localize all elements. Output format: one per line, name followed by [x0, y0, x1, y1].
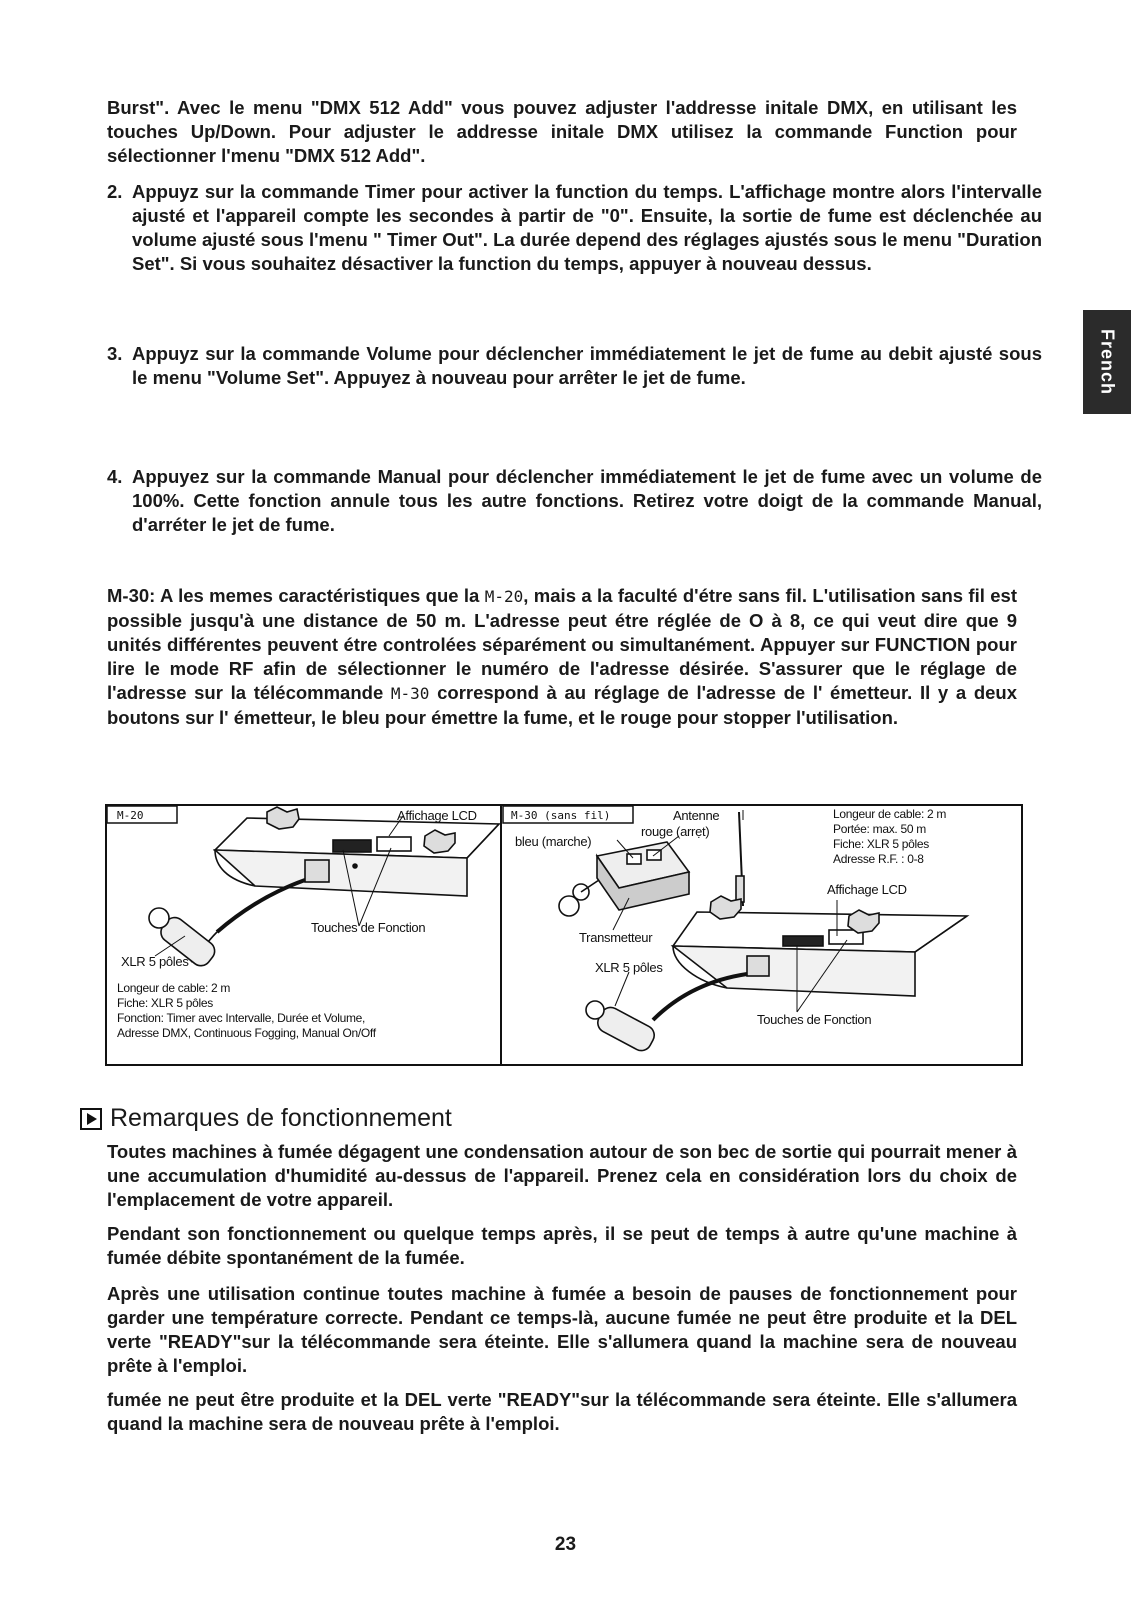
remark-paragraph-4: fumée ne peut être produite et la DEL verte "READY"sur la télécommande sera éteinte. Elle s'allumera quand la machine sera de nouveau prête à l'emploi. — [107, 1389, 1017, 1434]
m30-spec-1: Longeur de cable: 2 m — [833, 807, 947, 821]
list-item-4 — [107, 465, 1042, 537]
remark-paragraph-3: Après une utilisation continue toutes machine à fumée a besoin de pauses de fonctionnement pour garder une température correcte. Pendant ce temps-là, aucune fumée ne peut être produite et la DEL verte "READY"sur la télécommande sera éteinte. Elle s'allumera quand la machine sera de nouveau prête à l'emploi. — [107, 1283, 1017, 1376]
m30-spec-4: Adresse R.F. : 0-8 — [833, 852, 924, 866]
m30-label: M-30: — [107, 585, 156, 606]
m20-keys-label: Touches de Fonction — [311, 920, 426, 935]
m30-paragraph — [107, 584, 1017, 730]
language-tab — [1083, 310, 1131, 414]
m30-keys-label: Touches de Fonction — [757, 1012, 872, 1027]
product-diagram — [105, 804, 1023, 1066]
m20-tab-label: M-20 — [117, 809, 144, 822]
m20-spec-1: Longeur de cable: 2 m — [117, 981, 231, 995]
m30-transmitter-label: Transmetteur — [579, 930, 653, 945]
list-number: 2. — [107, 181, 123, 202]
m30-transmitter-illustration — [559, 842, 689, 916]
m30-lcd-label: Affichage LCD — [827, 882, 907, 897]
section-title: Remarques de fonctionnement — [110, 1104, 452, 1132]
m30-antenna-label: Antenne — [673, 808, 720, 823]
m20-lcd-label: Affichage LCD — [397, 808, 477, 823]
m30-spec-3: Fiche: XLR 5 pôles — [833, 837, 929, 851]
m30-tab-label: M-30 (sans fil) — [511, 809, 611, 822]
list-item-3 — [107, 342, 1042, 390]
remark-paragraph-1: Toutes machines à fumée dégagent une condensation autour de son bec de sortie qui pourrait mener à une accumulation d'humidité au-dessus de l'appareil. Prenez cela en considération lors du choix de l'emplacement de votre appareil. — [107, 1141, 1017, 1210]
m30-blue-label: bleu (marche) — [515, 834, 592, 849]
m30-xlr-label: XLR 5 pôles — [595, 960, 663, 975]
remark-paragraph-2: Pendant son fonctionnement ou quelque temps après, il se peut de temps à autre qu'une machine à fumée débite spontanément de la fumée. — [107, 1223, 1017, 1268]
m20-unit-illustration — [149, 807, 499, 970]
intro-paragraph: Burst". Avec le menu "DMX 512 Add" vous pouvez adjuster l'addresse initale DMX, en utilisant les touches Up/Down. Pour adjuster le addresse initale DMX utilisez la commande Function pour sélectionner l'menu "DMX 512 Add". — [107, 97, 1017, 166]
m20-xlr-label: XLR 5 pôles — [121, 954, 189, 969]
play-box-icon — [80, 1108, 102, 1130]
list-text: Appuyz sur la commande Volume pour déclencher immédiatement le jet de fume au debit ajusté sous le menu "Volume Set". Appuyez à nouveau pour arrêter le jet de fume. — [132, 343, 1042, 388]
list-text: Appuyez sur la commande Manual pour déclencher immédiatement le jet de fume avec un volume de 100%. Cette fonction annule tous les autre fonctions. Retirez votre doigt de la commande Manual, d'arréter le jet de fume. — [132, 466, 1042, 535]
diagram-drawing — [107, 806, 1021, 1064]
m20-ref: M-20 — [484, 587, 524, 606]
m20-spec-2: Fiche: XLR 5 pôles — [117, 996, 213, 1010]
m30-spec-2: Portée: max. 50 m — [833, 822, 926, 836]
m20-spec-3: Fonction: Timer avec Intervalle, Durée et Volume, — [117, 1011, 366, 1025]
page-number: 23 — [554, 1534, 577, 1555]
list-text: Appuyz sur la commande Timer pour activer la function du temps. L'affichage montre alors l'intervalle ajusté et l'appareil compte les secondes à partir de "0". Ensuite, la sortie de fume est déclenchée au volume ajusté sous l'menu " Timer Out". La durée depend des réglages ajustés sous le menu "Duration Set". Si vous souhaitez désactiver la function du temps, appuyer à nouveau dessus. — [132, 181, 1042, 274]
list-number: 3. — [107, 343, 123, 364]
m30-ref: M-30 — [390, 684, 430, 703]
m30-text-1: A les memes caractéristiques que la — [155, 585, 485, 606]
list-item-2 — [107, 180, 1042, 276]
m30-text-3: correspond à au réglage de l'adresse de l' émetteur. Il y a deux boutons sur l' émetteur, le bleu pour émettre la fume, et le rouge pour stopper l'utilisation. — [107, 682, 1018, 728]
m30-red-label: rouge (arrẹt) — [641, 824, 710, 839]
language-tab-label: French — [1097, 328, 1118, 396]
m30-text-2: , mais a la faculté d'étre sans fil. L'utilisation sans fil est possible jusqu'à une distance de 50 m. L'adresse peut étre réglée de O à 8, ce qui veut dire que 9 unités différentes peuvent étre controlées séparément ou simultanément. Appuyer sur FUNCTION pour lire le mode RF afin de sélectionner le numéro de l'adresse désirée. S'assurer que le réglage de l'adresse sur la télécommande — [107, 585, 1018, 703]
list-number: 4. — [107, 466, 123, 487]
section-heading — [80, 1104, 452, 1133]
m20-spec-4: Adresse DMX, Continuous Fogging, Manual On/Off — [117, 1026, 376, 1040]
